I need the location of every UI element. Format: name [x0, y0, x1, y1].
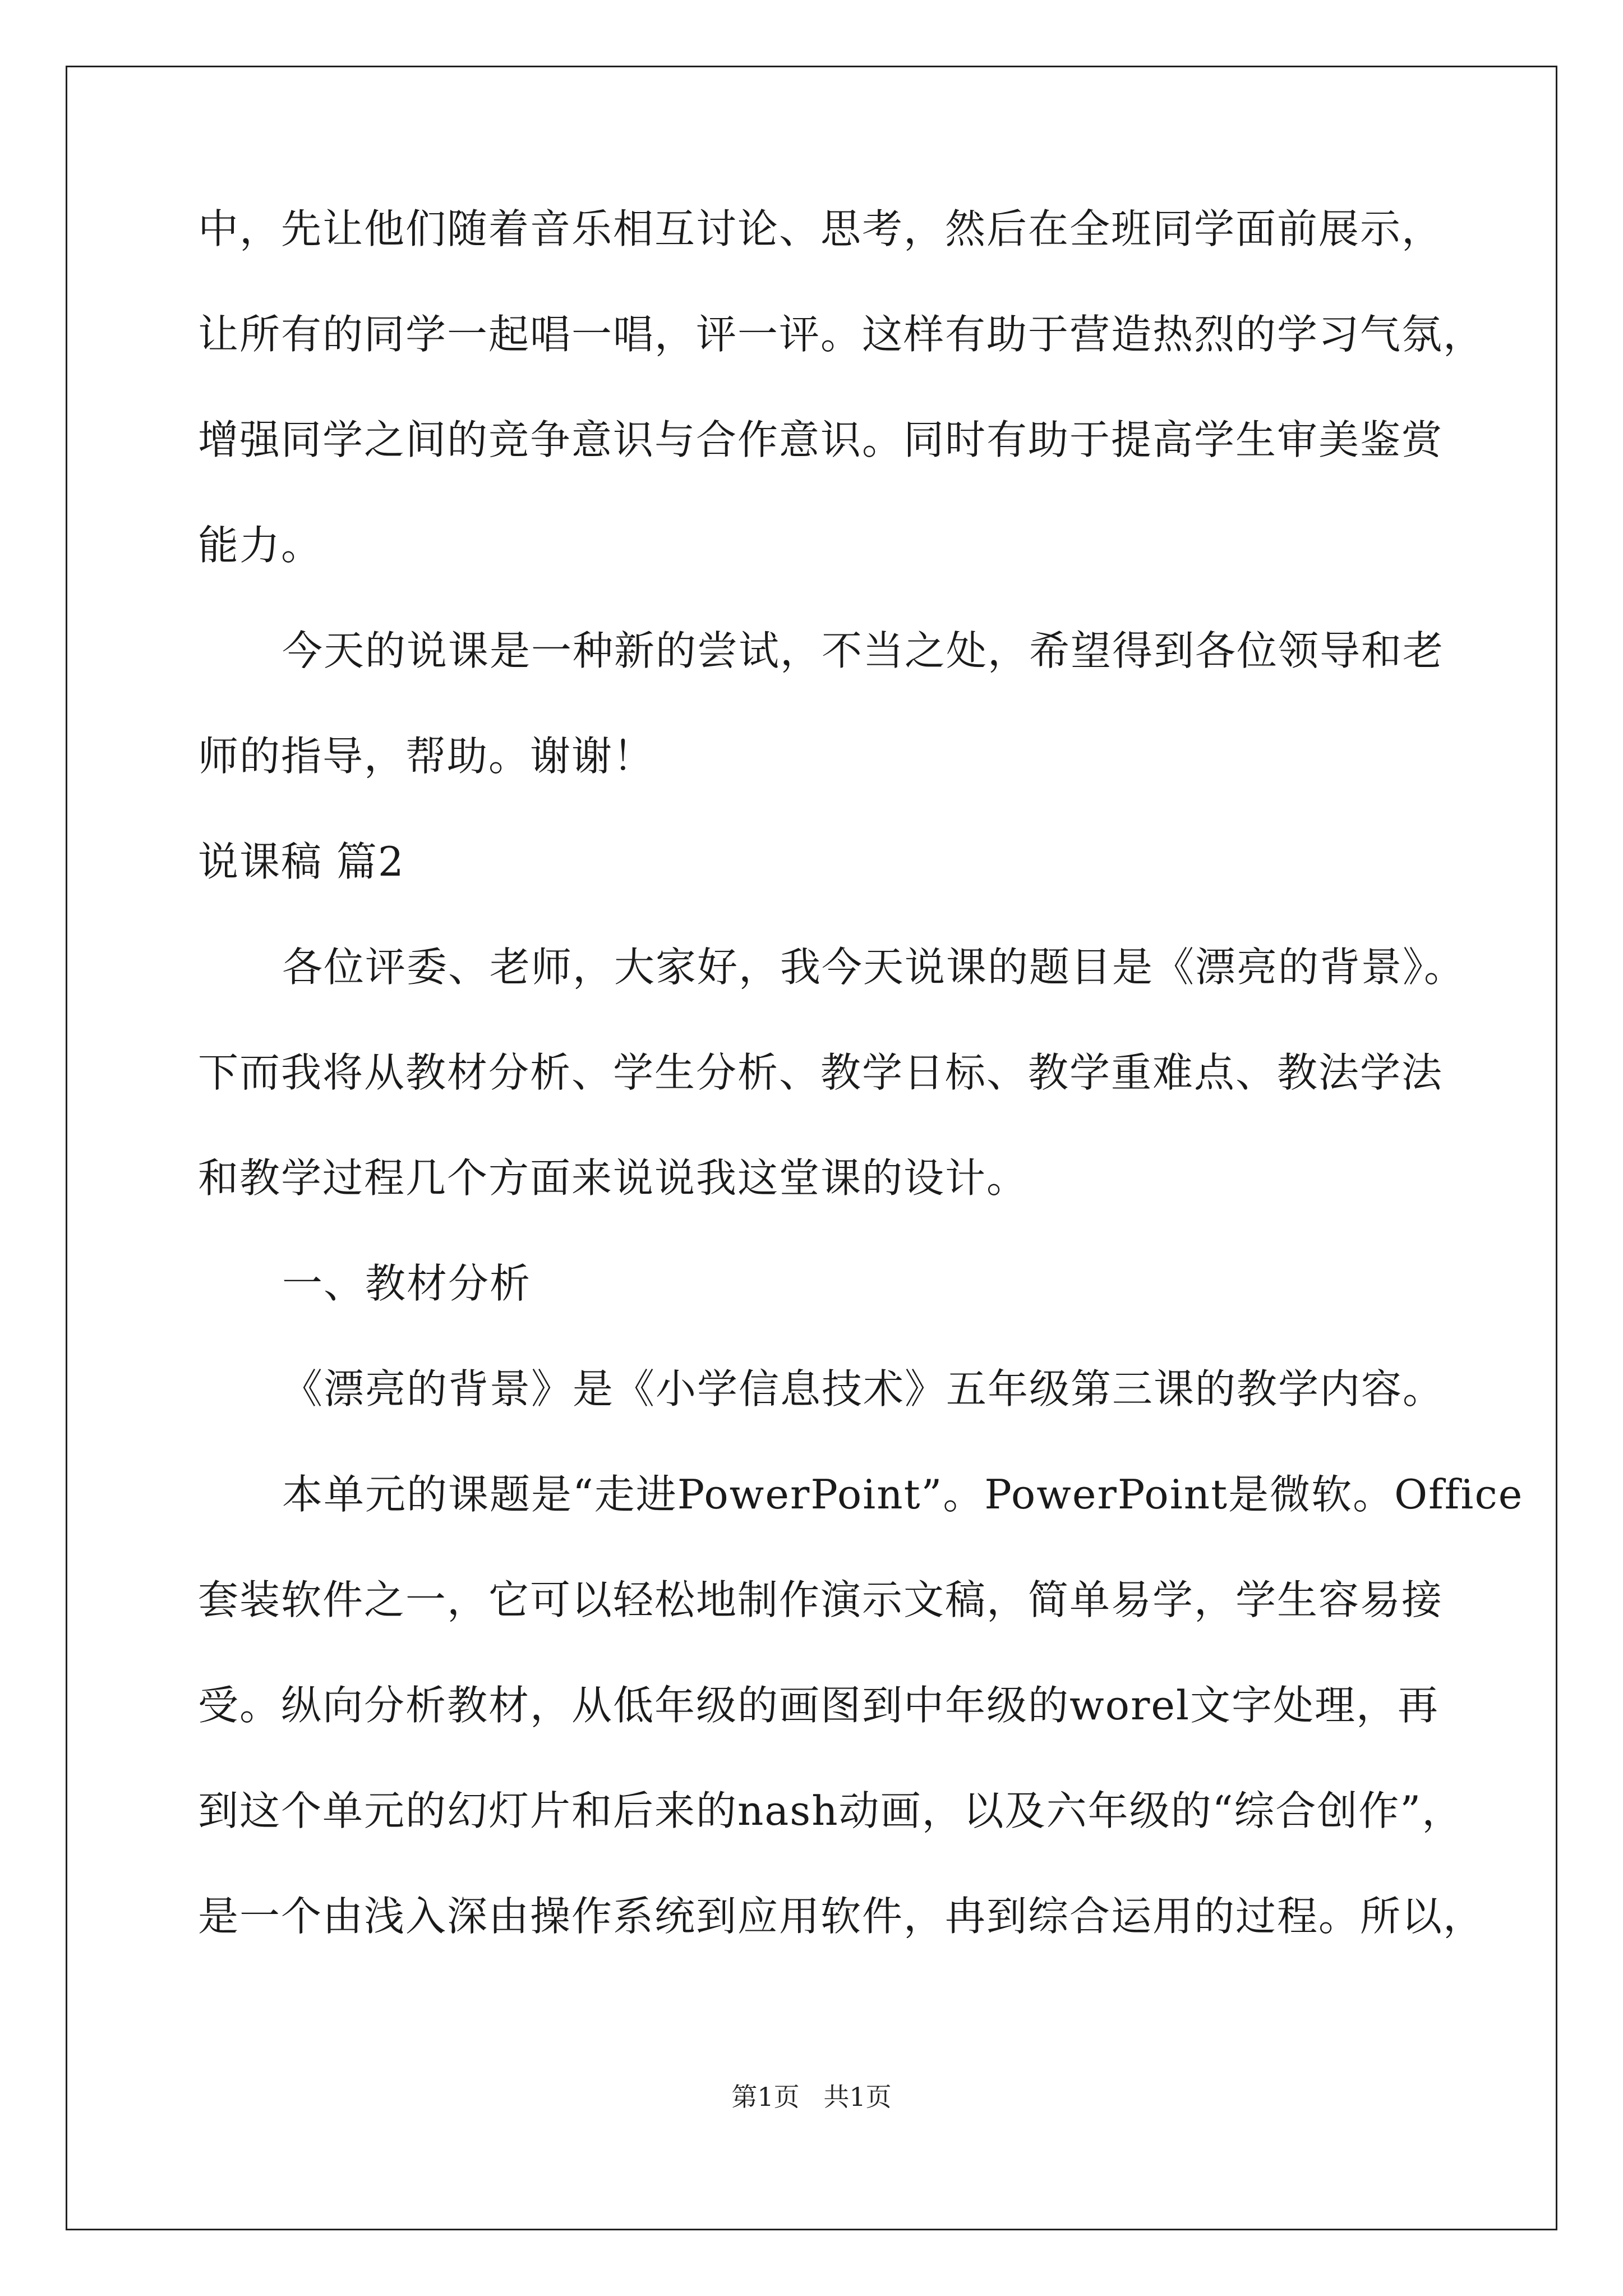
document-body	[198, 202, 1524, 1995]
section-heading: 说课稿 篇2	[198, 838, 405, 885]
paragraph-line: 《漂亮的背景》是《小学信息技术》五年级第三课的教学内容。	[282, 1365, 1445, 1412]
paragraph-line: 各位评委、老师，大家好，我今天说课的题目是《漂亮的背景》。	[282, 944, 1466, 991]
paragraph-line: 和教学过程几个方面来说说我这堂课的设计。	[198, 1154, 1029, 1202]
page-number: 第1页	[731, 2082, 800, 2112]
page-footer	[0, 2080, 1623, 2114]
paragraph-line: 中，先让他们随着音乐相互讨论、思考，然后在全班同学面前展示，	[198, 205, 1444, 252]
paragraph-line: 让所有的同学一起唱一唱，评一评。这样有助于营造热烈的学习气氛，	[198, 311, 1485, 358]
paragraph-line: 今天的说课是一种新的尝试，不当之处，希望得到各位领导和老	[282, 627, 1445, 674]
paragraph-line: 能力。	[198, 522, 323, 569]
subsection-heading: 一、教材分析	[282, 1260, 532, 1307]
paragraph-line: 下而我将从教材分析、学生分析、教学日标、教学重难点、教法学法	[198, 1049, 1444, 1096]
paragraph-line: 套装软件之一，它可以轻松地制作演示文稿，简单易学，学生容易接	[198, 1576, 1444, 1623]
paragraph-line: 增强同学之间的竞争意识与合作意识。同时有助于提高学生审美鉴赏	[198, 416, 1444, 463]
paragraph-line: 本单元的课题是“走进PowerPoint”。PowerPoint是微软。Office	[282, 1471, 1524, 1518]
paragraph-line: 是一个由浅入深由操作系统到应用软件，冉到综合运用的过程。所以，	[198, 1893, 1485, 1940]
paragraph-line: 师的指导，帮助。谢谢！	[198, 733, 655, 780]
page-total: 共1页	[823, 2082, 892, 2112]
paragraph-line: 到这个单元的幻灯片和后来的nash动画，以及六年级的“综合创作”，	[198, 1787, 1464, 1834]
paragraph-line: 受。纵向分析教材，从低年级的画图到中年级的worel文字处理，再	[198, 1682, 1440, 1729]
